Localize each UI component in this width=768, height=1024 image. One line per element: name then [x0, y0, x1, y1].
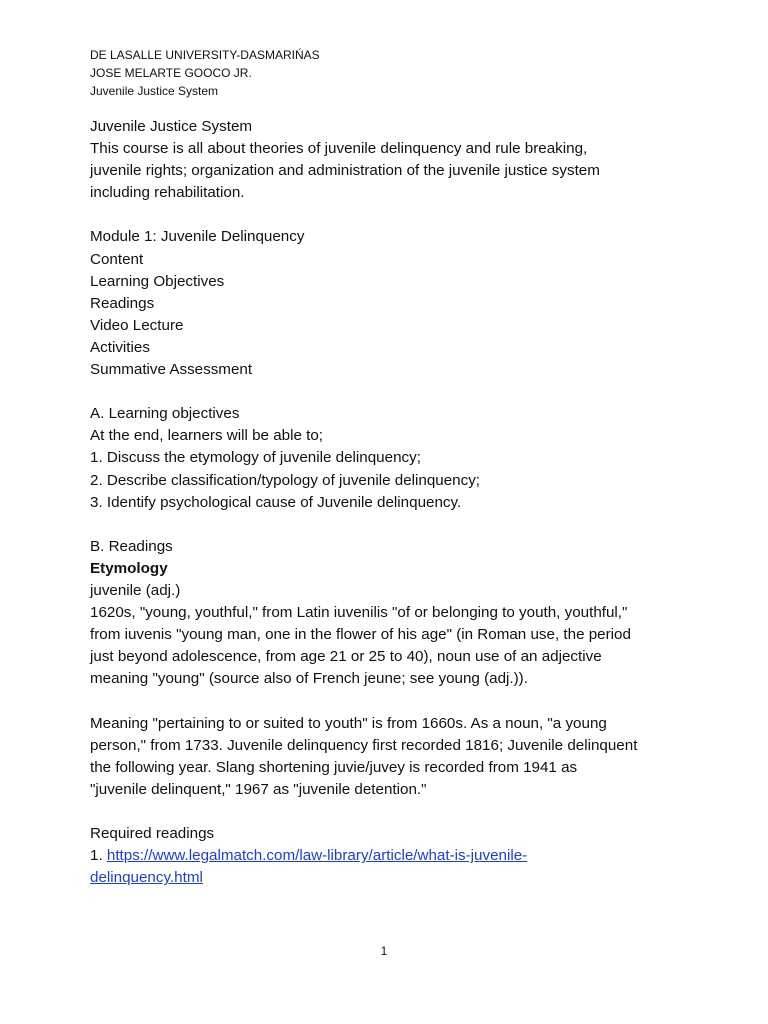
etymology-heading: Etymology: [90, 559, 168, 577]
course-title: Juvenile Justice System: [90, 118, 253, 135]
objective-item: 2. Describe classification/typology of juvenile delinquency;: [90, 471, 481, 489]
spacer: [90, 381, 710, 403]
required-reading-link[interactable]: https://www.legalmatch.com/law-library/article/what-is-juvenile-: [106, 847, 528, 865]
required-reading-number: 1.: [90, 847, 107, 865]
spacer: [90, 690, 710, 712]
required-reading-link-continued[interactable]: delinquency.html: [90, 869, 203, 887]
etymology-paragraph-line: meaning "young" (source also of French jeune; see young (adj.)).: [90, 670, 528, 688]
module-item: Summative Assessment: [90, 361, 253, 379]
required-reading-item: [90, 845, 710, 867]
header-author: JOSE MELARTE GOOCO JR.: [90, 66, 252, 80]
document-body: [90, 116, 710, 889]
etymology-paragraph-line: from iuvenis "young man, one in the flower of his age" (in Roman use, the period: [90, 626, 631, 644]
module-item: Activities: [90, 338, 150, 356]
module-item: Readings: [90, 294, 155, 312]
etymology-term: juvenile (adj.): [90, 581, 181, 599]
objective-item: 1. Discuss the etymology of juvenile delinquency;: [90, 449, 421, 467]
document-header: [90, 46, 320, 100]
spacer: [90, 204, 710, 226]
meaning-paragraph-line: "juvenile delinquent," 1967 as "juvenile detention.": [90, 780, 427, 798]
course-description-line: including rehabilitation.: [90, 184, 245, 202]
readings-heading: B. Readings: [90, 537, 173, 555]
etymology-paragraph-line: just beyond adolescence, from age 21 or 25 to 40), noun use of an adjective: [90, 648, 602, 666]
module-item: Learning Objectives: [90, 272, 225, 290]
module-item: Video Lecture: [90, 316, 184, 334]
objectives-intro: At the end, learners will be able to;: [90, 427, 324, 445]
header-university: DE LASALLE UNIVERSITY-DASMARIŃAS: [90, 48, 320, 62]
page-number: 1: [380, 944, 388, 958]
spacer: [90, 514, 710, 536]
spacer: [90, 801, 710, 823]
module-title: Module 1: Juvenile Delinquency: [90, 228, 305, 246]
meaning-paragraph-line: the following year. Slang shortening juvie/juvey is recorded from 1941 as: [90, 758, 578, 776]
course-description-line: This course is all about theories of juvenile delinquency and rule breaking,: [90, 140, 588, 158]
meaning-paragraph-line: person," from 1733. Juvenile delinquency first recorded 1816; Juvenile delinquent: [90, 736, 638, 754]
objectives-heading: A. Learning objectives: [90, 405, 240, 423]
header-subject: Juvenile Justice System: [90, 84, 219, 98]
objective-item: 3. Identify psychological cause of Juvenile delinquency.: [90, 493, 462, 511]
required-reading-item-continued: [90, 867, 710, 889]
meaning-paragraph-line: Meaning "pertaining to or suited to youth" is from 1660s. As a noun, "a young: [90, 714, 607, 732]
course-description-line: juvenile rights; organization and administration of the juvenile justice system: [90, 162, 600, 180]
module-item: Content: [90, 250, 144, 268]
required-readings-heading: Required readings: [90, 825, 215, 842]
etymology-paragraph-line: 1620s, "young, youthful," from Latin iuvenilis "of or belonging to youth, youthful,": [90, 604, 628, 622]
